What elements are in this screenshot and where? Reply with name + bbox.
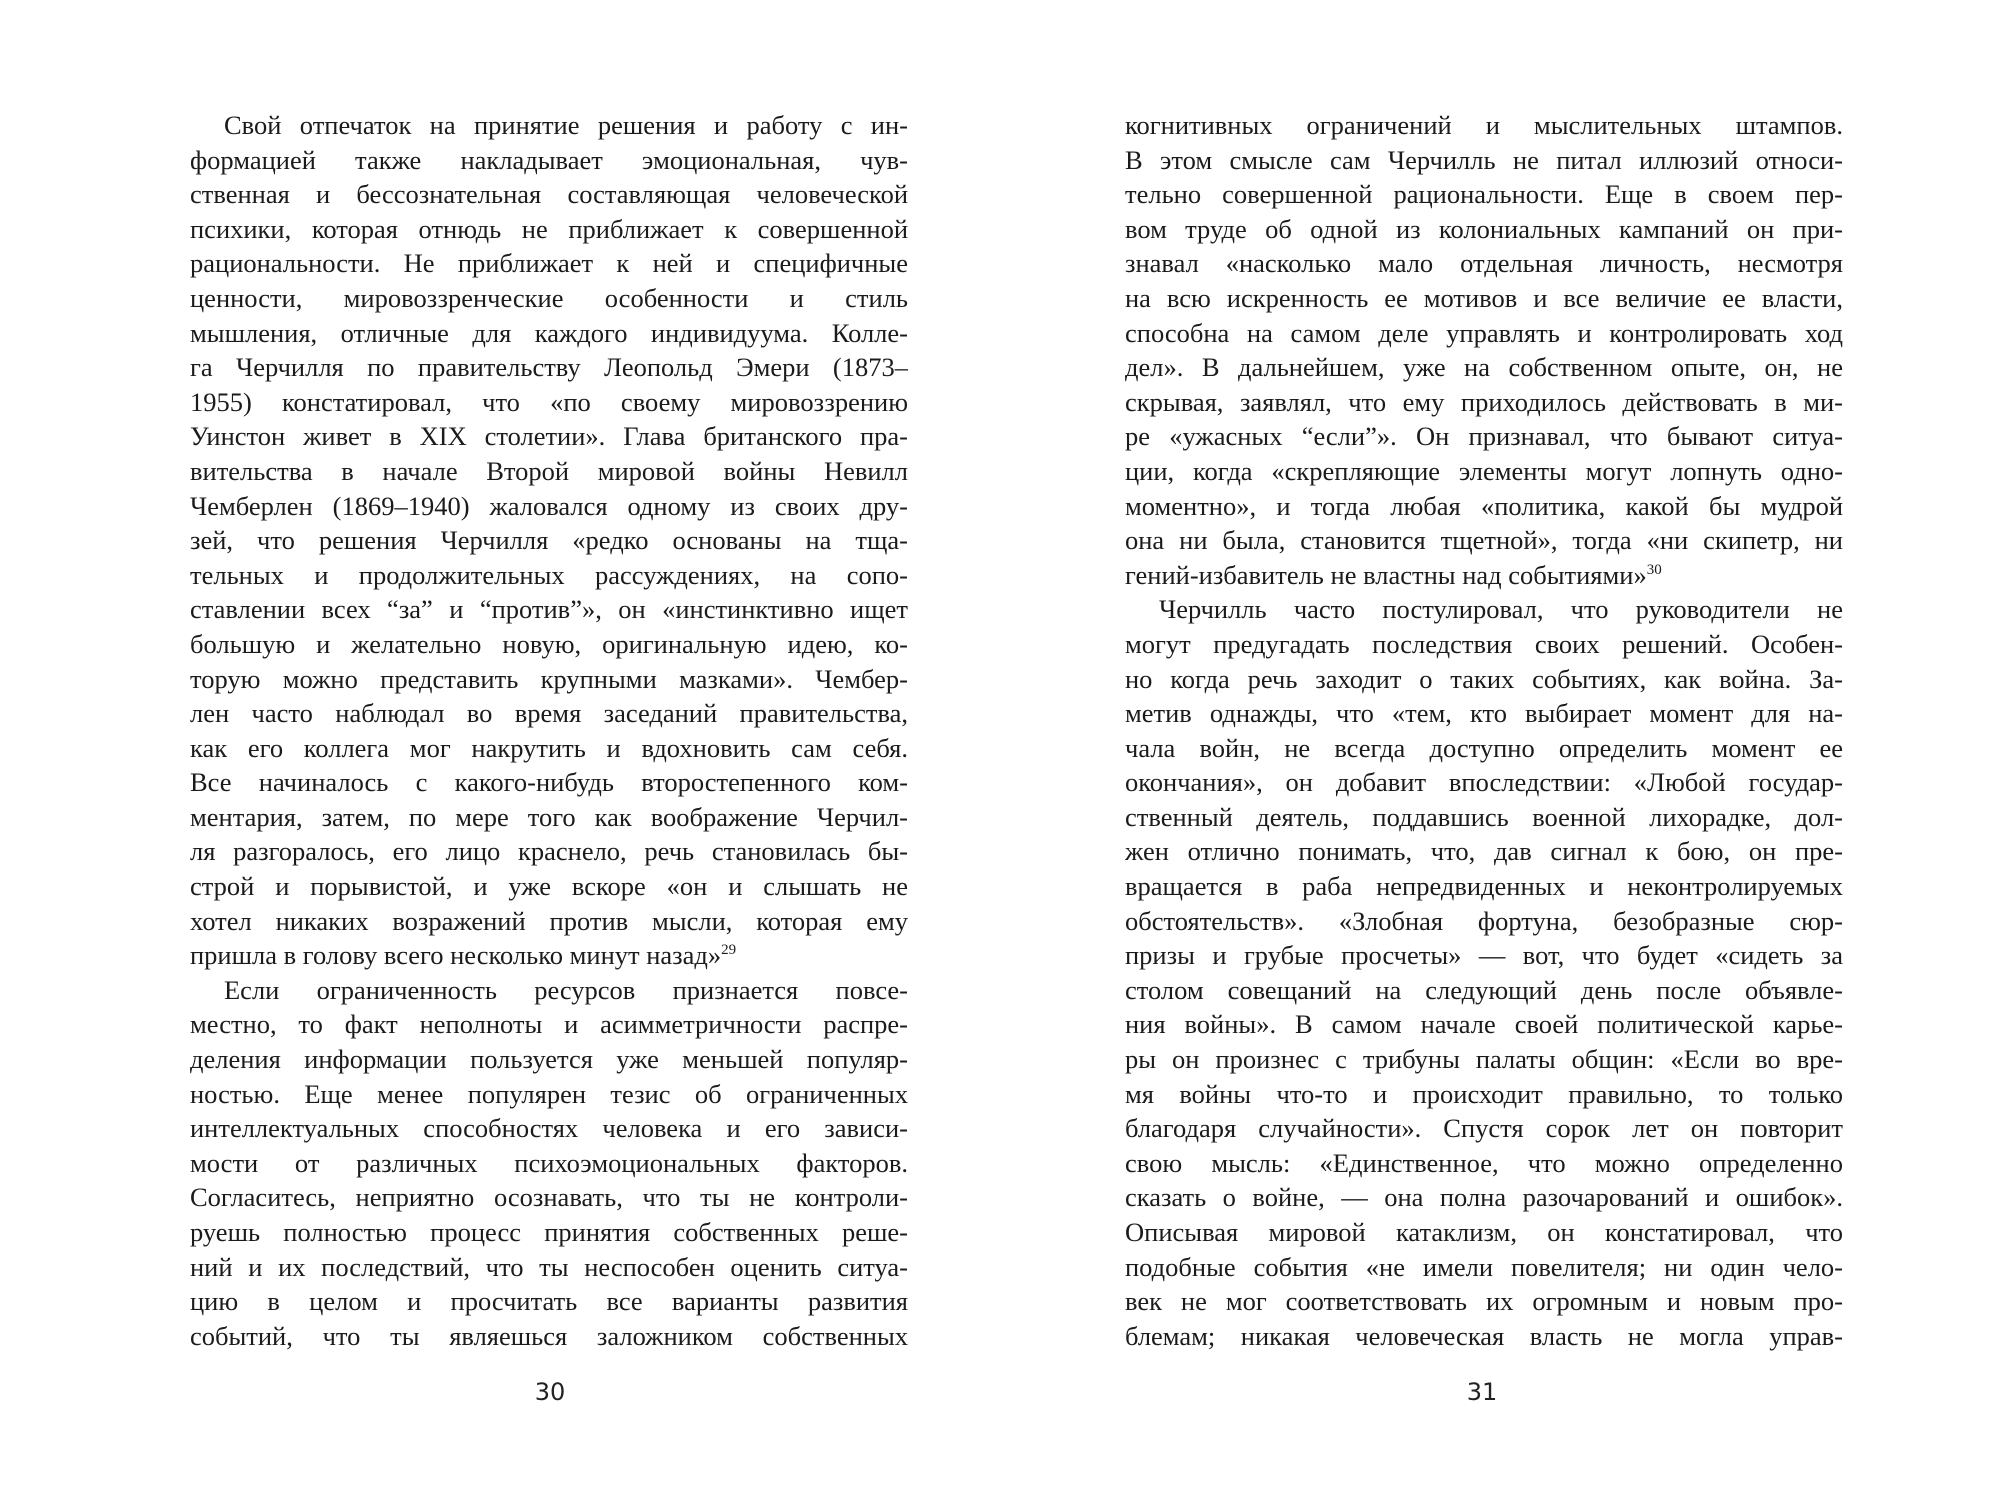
- text-line: [1125, 385, 1843, 420]
- text-line: [190, 489, 908, 524]
- text-line: [190, 454, 908, 489]
- line-text: вращается в раба непредвиденных и неконтролируемых: [1125, 871, 1843, 902]
- line-text: мя войны что-то и происходит правильно, то только: [1125, 1078, 1843, 1109]
- line-text: руешь полностью процесс принятия собственных реше-: [190, 1217, 908, 1247]
- line-text: как его коллега мог накрутить и вдохновить сам себя.: [190, 732, 908, 763]
- line-text: формацией также накладывает эмоциональная, чув-: [190, 144, 908, 175]
- text-line: [1125, 731, 1843, 766]
- line-text: ний и их последствий, что ты неспособен оценить ситуа-: [190, 1251, 908, 1282]
- text-line: [190, 731, 908, 766]
- text-line: [1125, 489, 1843, 524]
- text-line: [1125, 1111, 1843, 1146]
- text-line: [1125, 869, 1843, 904]
- line-text: благодаря случайности». Спустя сорок лет он повторит: [1125, 1113, 1843, 1144]
- text-line: [190, 1319, 908, 1354]
- line-text: Чемберлен (1869–1940) жаловался одному из своих дру-: [190, 490, 908, 521]
- text-line: [1125, 973, 1843, 1008]
- line-text: Согласитесь, неприятно осознавать, что ты не контроли-: [190, 1182, 908, 1213]
- line-text: деления информации пользуется уже меньшей популяр-: [190, 1044, 908, 1075]
- text-line: [1125, 246, 1843, 281]
- line-text: на всю искренность ее мотивов и все величие ее власти,: [1125, 282, 1843, 313]
- line-text: Свой отпечаток на принятие решения и работу с ин-: [224, 110, 908, 140]
- line-text: пришла в голову всего несколько минут назад»: [190, 940, 722, 971]
- line-text: обстоятельств». «Злобная фортуна, безобразные сюр-: [1125, 905, 1843, 936]
- line-text: лен часто наблюдал во время заседаний правительства,: [190, 698, 908, 729]
- line-text: 1955) констатировал, что «по своему мировоззрению: [190, 386, 908, 417]
- line-text: ния войны». В самом начале своей политической карье-: [1125, 1009, 1843, 1040]
- text-line: [190, 385, 908, 420]
- text-line: [190, 973, 908, 1008]
- text-line: [190, 419, 908, 454]
- text-line: [190, 627, 908, 662]
- line-text: строй и порывистой, и уже вскоре «он и слышать не: [190, 871, 908, 902]
- line-text: В этом смысле сам Черчилль не питал иллюзий относи-: [1125, 144, 1843, 175]
- text-line: [190, 1180, 908, 1215]
- text-line: [190, 1250, 908, 1285]
- line-text: Уинстон живет в XIX столетии». Глава британского пра-: [190, 421, 908, 452]
- text-line: [190, 1146, 908, 1181]
- text-line: [1125, 662, 1843, 697]
- line-text: местно, то факт неполноты и асимметричности распре-: [190, 1009, 908, 1040]
- text-line: [190, 592, 908, 627]
- line-text: интеллектуальных способностях человека и его зависи-: [190, 1113, 908, 1144]
- text-line: [190, 765, 908, 800]
- text-line: [190, 1007, 908, 1042]
- line-text: ментария, затем, по мере того как воображение Черчил-: [190, 801, 908, 832]
- text-line: [190, 1077, 908, 1112]
- left-page-text: [190, 108, 908, 1353]
- line-text: когнитивных ограничений и мыслительных штампов.: [1125, 110, 1843, 140]
- text-line: [190, 246, 908, 281]
- text-line: [190, 1111, 908, 1146]
- line-text: вительства в начале Второй мировой войны Невилл: [190, 455, 908, 486]
- footnote-marker: 30: [1646, 561, 1662, 578]
- text-line: [190, 938, 908, 973]
- line-text: ля разгоралось, его лицо краснело, речь становилась бы-: [190, 836, 908, 867]
- line-text: Черчилль часто постулировал, что руководители не: [1159, 594, 1843, 625]
- line-text: способна на самом деле управлять и контролировать ход: [1125, 317, 1843, 348]
- line-text: га Черчилля по правительству Леопольд Эмери (1873–: [190, 352, 908, 383]
- text-line: [1125, 108, 1843, 143]
- line-text: большую и желательно новую, оригинальную идею, ко-: [190, 628, 908, 659]
- line-text: дел». В дальнейшем, уже на собственном опыте, он, не: [1125, 352, 1843, 383]
- line-text: но когда речь заходит о таких событиях, как война. За-: [1125, 663, 1843, 694]
- line-text: тельно совершенной рациональности. Еще в своем пер-: [1125, 179, 1843, 210]
- text-line: [1125, 834, 1843, 869]
- text-line: [190, 212, 908, 247]
- text-line: [190, 523, 908, 558]
- text-line: [190, 1042, 908, 1077]
- text-line: [1125, 938, 1843, 973]
- text-line: [190, 1284, 908, 1319]
- line-text: скрывая, заявлял, что ему приходилось действовать в ми-: [1125, 386, 1843, 417]
- line-text: торую можно представить крупными мазками». Чембер-: [190, 663, 908, 694]
- text-line: [1125, 350, 1843, 385]
- line-text: зей, что решения Черчилля «редко основаны на тща-: [190, 525, 908, 556]
- text-line: [190, 177, 908, 212]
- text-line: [1125, 696, 1843, 731]
- text-line: [190, 350, 908, 385]
- text-line: [1125, 212, 1843, 247]
- text-line: [190, 558, 908, 593]
- line-text: метив однажды, что «тем, кто выбирает момент для на-: [1125, 698, 1843, 729]
- right-page: [1000, 0, 2000, 1492]
- line-text: сказать о войне, — она полна разочарований и ошибок».: [1125, 1182, 1843, 1213]
- text-line: [1125, 316, 1843, 351]
- text-line: [1125, 1146, 1843, 1181]
- text-line: [1125, 592, 1843, 627]
- line-text: рациональности. Не приближает к ней и специфичные: [190, 248, 908, 279]
- line-text: ственный деятель, поддавшись военной лихорадке, дол-: [1125, 801, 1843, 832]
- line-text: ственная и бессознательная составляющая человеческой: [190, 179, 908, 210]
- line-text: чала войн, не всегда доступно определить момент ее: [1125, 732, 1843, 763]
- line-text: мышления, отличные для каждого индивидуума. Колле-: [190, 317, 908, 348]
- text-line: [1125, 1215, 1843, 1250]
- left-page-number: 30: [534, 1378, 566, 1406]
- text-line: [1125, 143, 1843, 178]
- text-line: [1125, 1180, 1843, 1215]
- text-line: [1125, 558, 1843, 593]
- text-line: [1125, 1319, 1843, 1354]
- text-line: [190, 143, 908, 178]
- text-line: [1125, 1250, 1843, 1285]
- text-line: [190, 281, 908, 316]
- line-text: век не мог соответствовать их огромным и новым про-: [1125, 1286, 1843, 1317]
- right-page-text: [1125, 108, 1843, 1353]
- right-page-number: 31: [1466, 1378, 1498, 1406]
- line-text: призы и грубые просчеты» — вот, что будет «сидеть за: [1125, 940, 1843, 971]
- text-line: [1125, 765, 1843, 800]
- line-text: подобные события «не имели повелителя; ни один чело-: [1125, 1251, 1843, 1282]
- text-line: [190, 1215, 908, 1250]
- line-text: мости от различных психоэмоциональных факторов.: [190, 1147, 908, 1178]
- line-text: знавал «насколько мало отдельная личность, несмотря: [1125, 248, 1843, 279]
- line-text: моментно», и тогда любая «политика, какой бы мудрой: [1125, 490, 1843, 521]
- text-line: [1125, 1077, 1843, 1112]
- text-line: [190, 316, 908, 351]
- text-line: [1125, 454, 1843, 489]
- line-text: Описывая мировой катаклизм, он констатировал, что: [1125, 1217, 1843, 1247]
- line-text: ры он произнес с трибуны палаты общин: «Если во вре-: [1125, 1044, 1843, 1075]
- line-text: цию в целом и просчитать все варианты развития: [190, 1286, 908, 1317]
- text-line: [1125, 419, 1843, 454]
- line-text: ставлении всех “за” и “против”», он «инстинктивно ищет: [190, 594, 908, 625]
- text-line: [1125, 800, 1843, 835]
- text-line: [190, 662, 908, 697]
- text-line: [1125, 1007, 1843, 1042]
- line-text: она ни была, становится тщетной», тогда «ни скипетр, ни: [1125, 525, 1843, 556]
- text-line: [1125, 281, 1843, 316]
- line-text: ции, когда «скрепляющие элементы могут лопнуть одно-: [1125, 455, 1843, 486]
- text-line: [190, 696, 908, 731]
- line-text: столом совещаний на следующий день после объявле-: [1125, 974, 1843, 1005]
- line-text: психики, которая отнюдь не приближает к совершенной: [190, 213, 908, 244]
- line-text: окончания», он добавит впоследствии: «Любой государ-: [1125, 767, 1843, 798]
- line-text: тельных и продолжительных рассуждениях, на сопо-: [190, 559, 908, 590]
- line-text: хотел никаких возражений против мысли, которая ему: [190, 905, 908, 936]
- text-line: [1125, 904, 1843, 939]
- text-line: [1125, 627, 1843, 662]
- line-text: блемам; никакая человеческая власть не могла управ-: [1125, 1320, 1843, 1351]
- line-text: жен отлично понимать, что, дав сигнал к бою, он пре-: [1125, 836, 1843, 867]
- text-line: [1125, 177, 1843, 212]
- text-line: [190, 904, 908, 939]
- text-line: [190, 869, 908, 904]
- text-line: [190, 108, 908, 143]
- line-text: могут предугадать последствия своих решений. Особен-: [1125, 628, 1843, 659]
- line-text: событий, что ты являешься заложником собственных: [190, 1320, 908, 1351]
- text-line: [1125, 1042, 1843, 1077]
- line-text: ре «ужасных “если”». Он признавал, что бывают ситуа-: [1125, 421, 1843, 452]
- line-text: Если ограниченность ресурсов признается повсе-: [224, 974, 908, 1005]
- text-line: [1125, 523, 1843, 558]
- line-text: вом труде об одной из колониальных кампаний он при-: [1125, 213, 1843, 244]
- line-text: Все начиналось с какого-нибудь второстепенного ком-: [190, 767, 908, 798]
- footnote-marker: 29: [721, 942, 737, 959]
- text-line: [1125, 1284, 1843, 1319]
- line-text: ностью. Еще менее популярен тезис об ограниченных: [190, 1078, 908, 1109]
- line-text: свою мысль: «Единственное, что можно определенно: [1125, 1147, 1843, 1178]
- text-line: [190, 800, 908, 835]
- line-text: ценности, мировоззренческие особенности и стиль: [190, 282, 908, 313]
- line-text: гений-избавитель не властны над событиями»: [1125, 559, 1647, 590]
- text-line: [190, 834, 908, 869]
